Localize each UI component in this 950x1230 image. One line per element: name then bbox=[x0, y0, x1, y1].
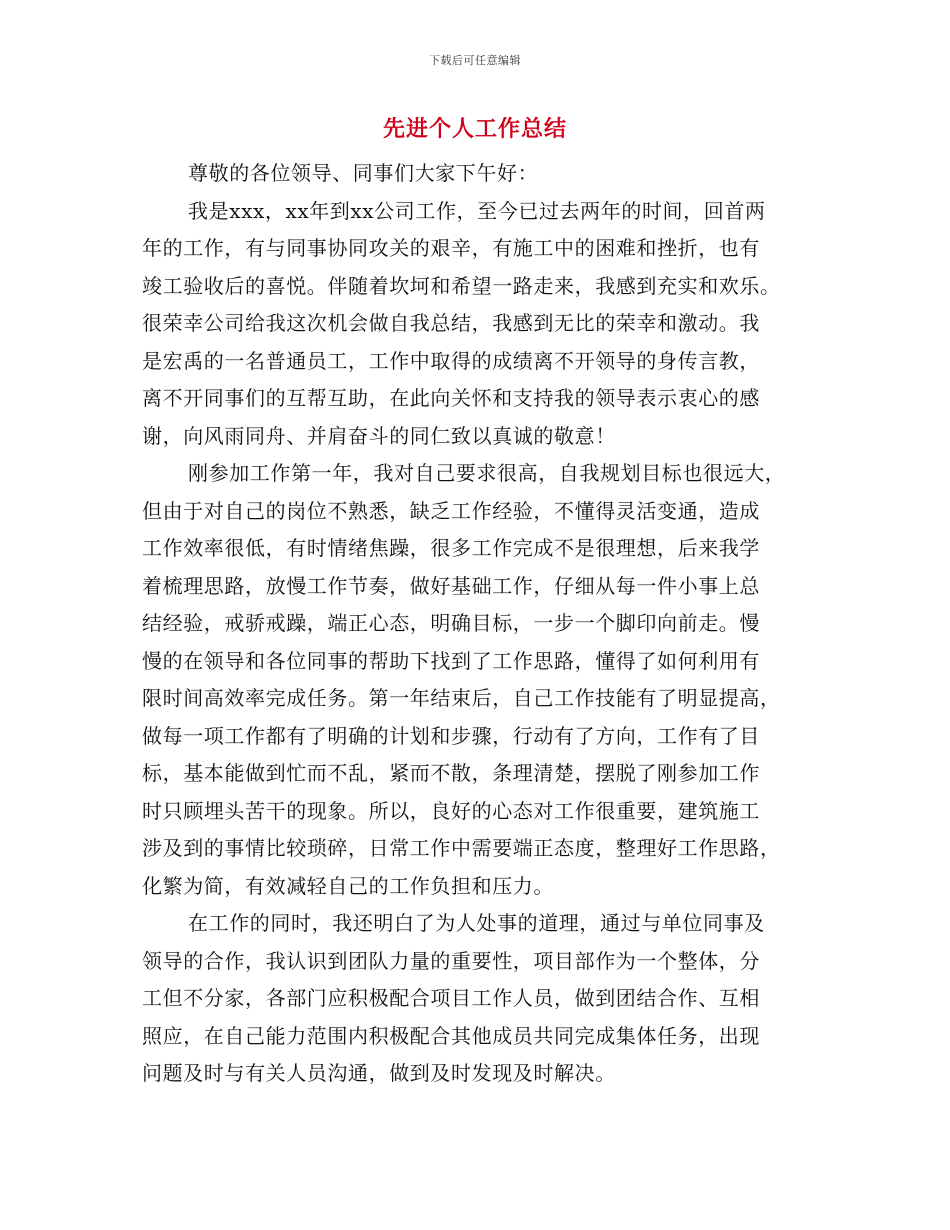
paragraph-line: 问题及时与有关人员沟通，做到及时发现及时解决。 bbox=[142, 1061, 616, 1085]
paragraph-line: 工作效率很低，有时情绪焦躁，很多工作完成不是很理想，后来我学 bbox=[142, 536, 760, 560]
paragraph-line: 离不开同事们的互帮互助，在此向关怀和支持我的领导表示衷心的感 bbox=[142, 386, 760, 410]
paragraph-line: 刚参加工作第一年，我对自己要求很高，自我规划目标也很远大， bbox=[188, 461, 786, 485]
paragraph-line: 很荣幸公司给我这次机会做自我总结，我感到无比的荣幸和激动。我 bbox=[142, 311, 760, 335]
paragraph-line: 领导的合作，我认识到团队力量的重要性，项目部作为一个整体，分 bbox=[142, 948, 760, 973]
paragraph-line: 标，基本能做到忙而不乱，紧而不散，条理清楚，摆脱了刚参加工作 bbox=[142, 761, 760, 785]
paragraph-line: 是宏禹的一名普通员工，工作中取得的成绩离不开领导的身传言教， bbox=[142, 348, 760, 373]
paragraph-line: 谢，向风雨同舟、并肩奋斗的同仁致以真诚的敬意！ bbox=[142, 423, 616, 448]
paragraph-line: 竣工验收后的喜悦。伴随着坎坷和希望一路走来，我感到充实和欢乐。 bbox=[142, 273, 781, 298]
paragraph-line: 时只顾埋头苦干的现象。所以，良好的心态对工作很重要，建筑施工 bbox=[142, 798, 760, 823]
paragraph-line: 照应，在自己能力范围内积极配合其他成员共同完成集体任务，出现 bbox=[142, 1023, 760, 1048]
paragraph-line: 在工作的同时，我还明白了为人处事的道理，通过与单位同事及 bbox=[188, 911, 765, 935]
document-body bbox=[142, 155, 808, 1093]
document-title: 先进个人工作总结 bbox=[382, 116, 567, 142]
paragraph-line: 限时间高效率完成任务。第一年结束后，自己工作技能有了明显提高， bbox=[142, 686, 781, 710]
header-note: 下载后可任意编辑 bbox=[429, 54, 521, 67]
greeting-line: 尊敬的各位领导、同事们大家下午好： bbox=[188, 161, 539, 185]
paragraph-line: 但由于对自己的岗位不熟悉，缺乏工作经验，不懂得灵活变通，造成 bbox=[142, 498, 760, 523]
paragraph-line: 工但不分家，各部门应积极配合项目工作人员，做到团结合作、互相 bbox=[142, 986, 760, 1010]
paragraph-line: 结经验，戒骄戒躁，端正心态，明确目标，一步一个脚印向前走。慢 bbox=[142, 611, 760, 635]
paragraph-line: 着梳理思路，放慢工作节奏，做好基础工作，仔细从每一件小事上总 bbox=[142, 573, 760, 598]
paragraph-line: 涉及到的事情比较琐碎，日常工作中需要端正态度，整理好工作思路， bbox=[142, 836, 781, 860]
paragraph-line: 化繁为简，有效减轻自己的工作负担和压力。 bbox=[142, 873, 554, 898]
paragraph-line: 年的工作，有与同事协同攻关的艰辛，有施工中的困难和挫折，也有 bbox=[142, 236, 760, 260]
paragraph-line: 我是xxx，xx年到xx公司工作，至今已过去两年的时间，回首两 bbox=[188, 198, 766, 223]
paragraph-line: 慢的在领导和各位同事的帮助下找到了工作思路，懂得了如何利用有 bbox=[142, 648, 760, 673]
paragraph-line: 做每一项工作都有了明确的计划和步骤，行动有了方向，工作有了目 bbox=[142, 723, 760, 748]
